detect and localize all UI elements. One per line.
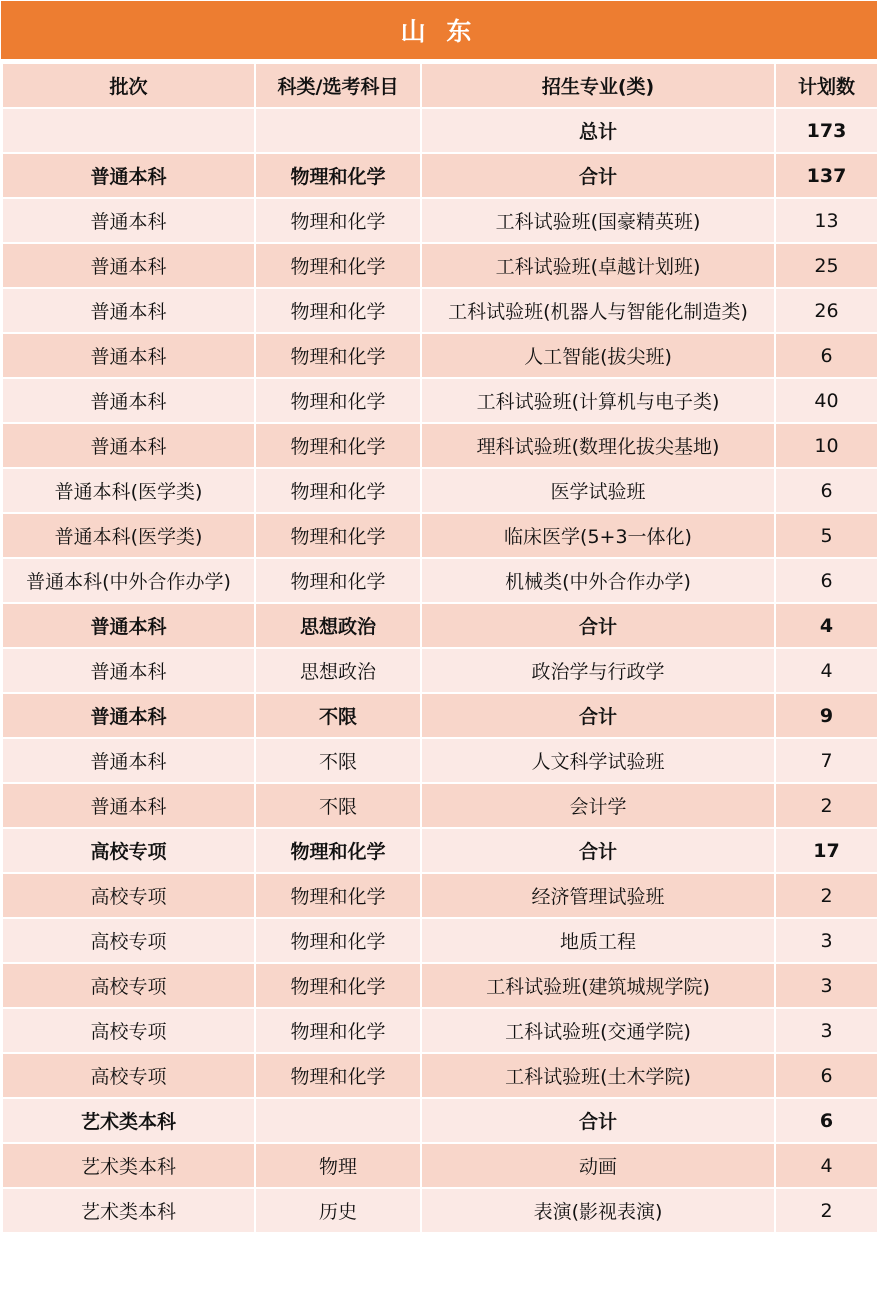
table-row (2, 468, 878, 513)
cell-count: 3 (775, 918, 878, 963)
cell-count: 26 (775, 288, 878, 333)
cell-subject: 物理 (255, 1143, 421, 1188)
table-row (2, 1008, 878, 1053)
subtotal-row (2, 693, 878, 738)
cell-batch: 艺术类本科 (2, 1143, 255, 1188)
cell-subject (255, 108, 421, 153)
cell-subject: 不限 (255, 693, 421, 738)
cell-count: 7 (775, 738, 878, 783)
table-row (2, 513, 878, 558)
enrollment-plan-table-container (1, 1, 877, 1234)
cell-major: 工科试验班(建筑城规学院) (421, 963, 775, 1008)
cell-batch: 高校专项 (2, 873, 255, 918)
cell-batch: 艺术类本科 (2, 1188, 255, 1233)
cell-major: 工科试验班(卓越计划班) (421, 243, 775, 288)
table-row (2, 288, 878, 333)
cell-major: 合计 (421, 693, 775, 738)
cell-count: 10 (775, 423, 878, 468)
cell-batch: 高校专项 (2, 963, 255, 1008)
cell-batch: 普通本科 (2, 333, 255, 378)
cell-major: 合计 (421, 828, 775, 873)
cell-subject: 物理和化学 (255, 153, 421, 198)
cell-subject: 物理和化学 (255, 513, 421, 558)
cell-subject: 物理和化学 (255, 918, 421, 963)
cell-subject: 物理和化学 (255, 378, 421, 423)
cell-subject (255, 1098, 421, 1143)
cell-subject: 思想政治 (255, 648, 421, 693)
header-count: 计划数 (775, 63, 878, 108)
table-row (2, 243, 878, 288)
province-title: 山 东 (1, 1, 877, 62)
cell-batch: 普通本科 (2, 423, 255, 468)
cell-major: 动画 (421, 1143, 775, 1188)
cell-batch: 普通本科 (2, 198, 255, 243)
cell-batch: 普通本科 (2, 738, 255, 783)
cell-count: 2 (775, 1188, 878, 1233)
cell-batch: 普通本科 (2, 378, 255, 423)
cell-batch: 艺术类本科 (2, 1098, 255, 1143)
cell-count: 6 (775, 1098, 878, 1143)
cell-subject: 物理和化学 (255, 873, 421, 918)
cell-batch: 高校专项 (2, 828, 255, 873)
header-row (2, 63, 878, 108)
cell-batch: 高校专项 (2, 918, 255, 963)
cell-subject: 不限 (255, 783, 421, 828)
cell-batch: 普通本科(医学类) (2, 513, 255, 558)
cell-major: 合计 (421, 603, 775, 648)
cell-count: 13 (775, 198, 878, 243)
table-row (2, 783, 878, 828)
cell-major: 临床医学(5+3一体化) (421, 513, 775, 558)
cell-count: 3 (775, 1008, 878, 1053)
table-row (2, 1188, 878, 1233)
cell-batch: 普通本科 (2, 153, 255, 198)
cell-batch: 普通本科 (2, 603, 255, 648)
cell-count: 17 (775, 828, 878, 873)
subtotal-row (2, 828, 878, 873)
subtotal-row (2, 603, 878, 648)
cell-count: 2 (775, 873, 878, 918)
cell-subject: 物理和化学 (255, 333, 421, 378)
table-row (2, 1053, 878, 1098)
cell-subject: 物理和化学 (255, 963, 421, 1008)
cell-count: 3 (775, 963, 878, 1008)
cell-subject: 物理和化学 (255, 1053, 421, 1098)
cell-major: 工科试验班(土木学院) (421, 1053, 775, 1098)
table-row (2, 333, 878, 378)
cell-major: 表演(影视表演) (421, 1188, 775, 1233)
cell-major: 总计 (421, 108, 775, 153)
cell-batch: 普通本科(中外合作办学) (2, 558, 255, 603)
table-row (2, 198, 878, 243)
cell-count: 6 (775, 1053, 878, 1098)
cell-subject: 物理和化学 (255, 1008, 421, 1053)
cell-count: 5 (775, 513, 878, 558)
header-batch: 批次 (2, 63, 255, 108)
cell-batch: 高校专项 (2, 1008, 255, 1053)
cell-major: 人工智能(拔尖班) (421, 333, 775, 378)
cell-batch: 普通本科 (2, 693, 255, 738)
cell-subject: 思想政治 (255, 603, 421, 648)
cell-major: 工科试验班(国豪精英班) (421, 198, 775, 243)
cell-batch: 普通本科 (2, 288, 255, 333)
cell-subject: 物理和化学 (255, 243, 421, 288)
cell-subject: 物理和化学 (255, 423, 421, 468)
cell-count: 2 (775, 783, 878, 828)
cell-count: 4 (775, 1143, 878, 1188)
table-row (2, 378, 878, 423)
subtotal-row (2, 108, 878, 153)
enrollment-plan-table (1, 62, 879, 1234)
cell-major: 人文科学试验班 (421, 738, 775, 783)
cell-count: 9 (775, 693, 878, 738)
subtotal-row (2, 153, 878, 198)
cell-count: 40 (775, 378, 878, 423)
cell-count: 4 (775, 603, 878, 648)
cell-subject: 不限 (255, 738, 421, 783)
cell-major: 政治学与行政学 (421, 648, 775, 693)
cell-major: 理科试验班(数理化拔尖基地) (421, 423, 775, 468)
cell-subject: 物理和化学 (255, 288, 421, 333)
cell-batch: 高校专项 (2, 1053, 255, 1098)
cell-batch: 普通本科 (2, 243, 255, 288)
table-row (2, 558, 878, 603)
cell-major: 合计 (421, 1098, 775, 1143)
table-row (2, 873, 878, 918)
cell-subject: 物理和化学 (255, 468, 421, 513)
cell-batch (2, 108, 255, 153)
cell-major: 机械类(中外合作办学) (421, 558, 775, 603)
cell-batch: 普通本科(医学类) (2, 468, 255, 513)
table-row (2, 918, 878, 963)
table-row (2, 1143, 878, 1188)
cell-count: 6 (775, 468, 878, 513)
header-subject: 科类/选考科目 (255, 63, 421, 108)
cell-count: 6 (775, 333, 878, 378)
cell-count: 6 (775, 558, 878, 603)
cell-major: 工科试验班(机器人与智能化制造类) (421, 288, 775, 333)
cell-major: 医学试验班 (421, 468, 775, 513)
cell-subject: 历史 (255, 1188, 421, 1233)
cell-major: 工科试验班(交通学院) (421, 1008, 775, 1053)
cell-major: 工科试验班(计算机与电子类) (421, 378, 775, 423)
cell-batch: 普通本科 (2, 783, 255, 828)
cell-major: 地质工程 (421, 918, 775, 963)
cell-major: 会计学 (421, 783, 775, 828)
cell-major: 经济管理试验班 (421, 873, 775, 918)
subtotal-row (2, 1098, 878, 1143)
cell-subject: 物理和化学 (255, 198, 421, 243)
table-row (2, 738, 878, 783)
cell-count: 4 (775, 648, 878, 693)
header-major: 招生专业(类) (421, 63, 775, 108)
table-row (2, 423, 878, 468)
cell-subject: 物理和化学 (255, 558, 421, 603)
cell-count: 25 (775, 243, 878, 288)
table-row (2, 648, 878, 693)
cell-batch: 普通本科 (2, 648, 255, 693)
cell-subject: 物理和化学 (255, 828, 421, 873)
cell-major: 合计 (421, 153, 775, 198)
cell-count: 137 (775, 153, 878, 198)
table-row (2, 963, 878, 1008)
cell-count: 173 (775, 108, 878, 153)
